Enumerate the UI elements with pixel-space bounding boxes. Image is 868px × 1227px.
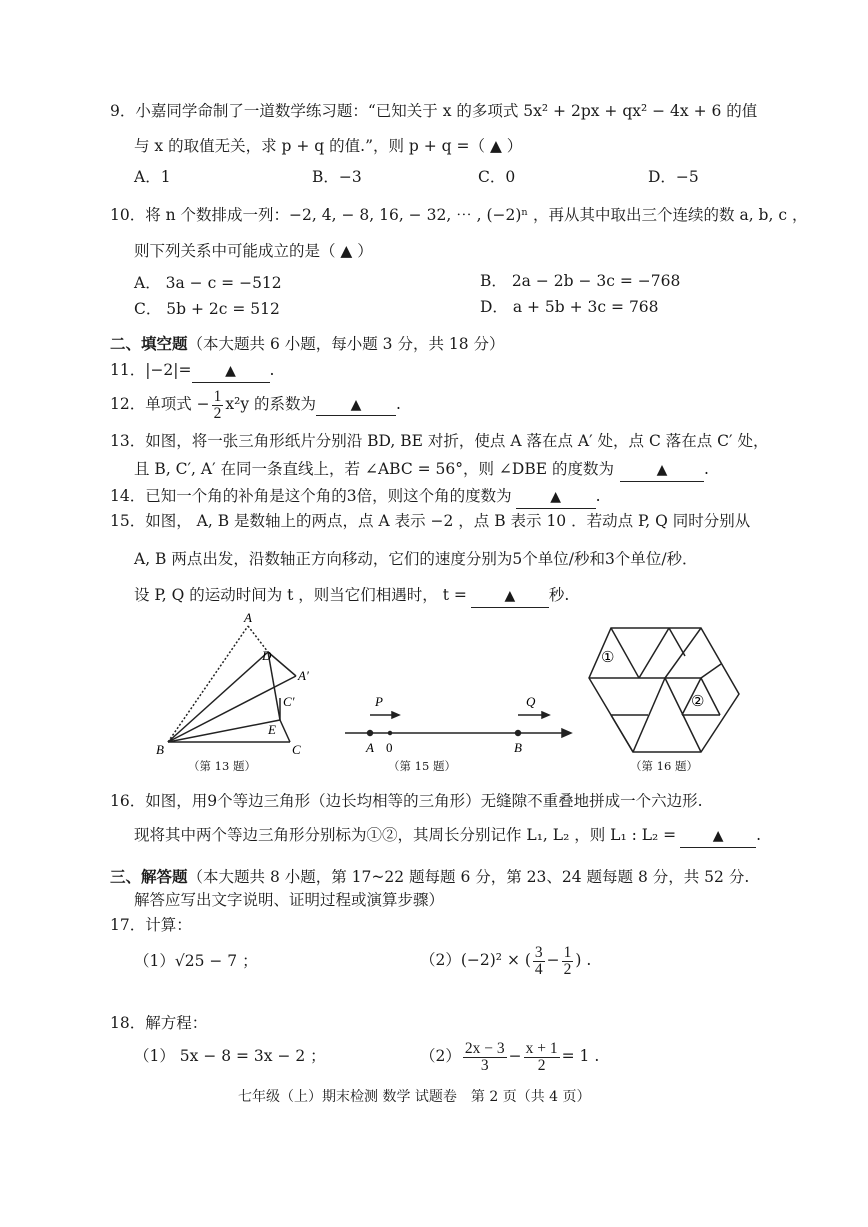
q17-part2-prefix: （2）(−2)² × ( [420, 951, 531, 969]
q16-line2-text: 现将其中两个等边三角形分别标为①②，其周长分别记作 L₁, L₂ ，则 L₁ : L₂ = [134, 826, 677, 844]
answer-triangle-icon: ▲ [550, 489, 561, 505]
fig16-label-2: ② [691, 694, 705, 710]
q14-answer-blank[interactable] [516, 485, 596, 509]
q9-line1: 9．小嘉同学命制了一道数学练习题：“已知关于 x 的多项式 5x² + 2px + qx² − 4x + 6 的值 [110, 102, 758, 120]
q9-option-c: C．0 [478, 168, 516, 186]
fig16-line-7 [701, 664, 721, 678]
fig13-label-e: E [268, 722, 276, 737]
q9-line2: 与 x 的取值无关，求 p + q 的值.”，则 p + q =（ ▲ ） [134, 137, 523, 155]
fig15-point-b [516, 731, 521, 736]
q18-title: 18．解方程： [110, 1014, 208, 1032]
q17-f2-num: 1 [563, 943, 572, 961]
q15-suffix: 秒. [548, 586, 570, 604]
q16-answer-blank[interactable] [680, 824, 756, 848]
fig13-edge-bd [168, 652, 268, 742]
q10-option-b: B． 2a − 2b − 3c = −768 [480, 272, 681, 290]
q9-option-d: D．−5 [648, 168, 699, 186]
q10-option-a: A． 3a − c = −512 [134, 274, 282, 292]
q18-f2-num: x + 1 [525, 1039, 558, 1057]
q15-line3-text: 设 P, Q 的运动时间为 t ，则当它们相遇时， t = [134, 586, 467, 604]
fig15-origin-tick [389, 732, 392, 735]
q11-suffix: . [269, 361, 275, 379]
q18-fraction-1 [463, 1041, 507, 1074]
q17-part2 [420, 940, 591, 980]
q18-f1-den: 3 [480, 1056, 489, 1074]
q9-option-a: A．1 [134, 168, 171, 186]
q18-f2-den: 2 [537, 1056, 546, 1074]
answer-triangle-icon: ▲ [712, 828, 724, 844]
q12-prefix: 12．单项式 − [110, 395, 210, 413]
q18-part1: （1） 5x − 8 = 3x − 2 ； [134, 1047, 326, 1065]
q13-answer-blank[interactable] [620, 458, 704, 482]
q13-suffix: . [703, 460, 709, 478]
fig15-p-arrowhead [392, 712, 399, 718]
fig13-edge-ba-prime [168, 676, 296, 742]
fig13-edge-be [168, 720, 280, 742]
q9-option-b: B．−3 [312, 168, 362, 186]
fig13-caption: （第 13 题） [188, 759, 256, 773]
fig13-label-c: C [292, 742, 301, 757]
q13-line2 [134, 458, 709, 482]
q18-fraction-2 [524, 1041, 560, 1074]
fig15-label-a: A [366, 740, 374, 755]
q11 [110, 359, 274, 383]
q10-line1: 10．将 n 个数排成一列：−2, 4, − 8, 16, − 32, ⋯ , (−2)ⁿ ，再从其中取出三个连续的数 a, b, c ， [110, 206, 808, 224]
fig16-hexagon-outline [589, 628, 739, 752]
answer-triangle-icon: ▲ [225, 363, 236, 379]
fig16-line-5 [665, 628, 701, 678]
fig16-line-14 [611, 715, 633, 752]
fig15-axis-arrowhead [562, 729, 571, 737]
q17-title: 17．计算： [110, 916, 192, 934]
fig16-line-2 [611, 628, 639, 678]
fig15-label-q: Q [526, 694, 536, 709]
q13-line1: 13．如图，将一张三角形纸片分别沿 BD, BE 对折，使点 A 落在点 A′ 处，点 C 落在点 C′ 处， [110, 432, 769, 450]
q10-option-c: C． 5b + 2c = 512 [134, 300, 280, 318]
figure-13-triangle-fold [140, 608, 320, 758]
q17-f1-den: 4 [534, 960, 543, 978]
q17-fraction-2 [562, 945, 574, 978]
q16-suffix: . [756, 826, 762, 844]
fig15-point-a [368, 731, 373, 736]
q17-f1-num: 3 [534, 943, 543, 961]
fig13-label-b: B [156, 742, 164, 757]
fig13-label-c-prime: C′ [283, 694, 295, 709]
fig13-edge-ec [280, 720, 290, 742]
q11-answer-blank[interactable] [192, 359, 270, 383]
q18-minus: − [508, 1047, 522, 1065]
fig16-label-1: ① [601, 650, 615, 666]
q14 [110, 485, 601, 509]
q17-part1: （1）√25 − 7 ； [134, 952, 258, 970]
q12-fraction [212, 389, 224, 422]
q16-line2 [134, 824, 761, 848]
q18-part2-suffix: = 1 . [561, 1047, 600, 1065]
q12-suffix: . [396, 395, 401, 413]
section2-heading [110, 333, 505, 355]
answer-triangle-icon: ▲ [504, 588, 516, 604]
q13-line2-text: 且 B, C′, A′ 在同一条直线上，若 ∠ABC = 56°，则 ∠DBE 的度数为 [134, 460, 614, 478]
q17-f2-den: 2 [563, 960, 572, 978]
answer-triangle-icon: ▲ [350, 397, 362, 413]
q17-minus: − [546, 951, 560, 969]
q10-line2: 则下列关系中可能成立的是（ ▲ ） [134, 242, 373, 260]
q18-part2-prefix: （2） [420, 1047, 461, 1065]
q15-line2: A, B 两点出发，沿数轴正方向移动，它们的速度分别为5个单位/秒和3个单位/秒． [134, 550, 698, 568]
fig16-caption: （第 16 题） [630, 759, 698, 773]
fig15-label-b: B [514, 740, 522, 755]
fig15-caption: （第 15 题） [388, 759, 456, 773]
fig15-label-p: P [375, 694, 383, 709]
q11-prefix: 11．|−2|= [110, 361, 192, 379]
fig13-edge-ba-dotted [168, 626, 248, 742]
q12-frac-den: 2 [213, 404, 222, 422]
figure-16-hexagon-triangles [585, 624, 745, 756]
q17-part2-suffix: ) . [575, 951, 592, 969]
q16-line1: 16．如图，用9个等边三角形（边长均相等的三角形）无缝隙不重叠地拼成一个六边形. [110, 792, 703, 810]
section2-desc: （本大题共 6 小题，每小题 3 分，共 18 分） [187, 335, 505, 353]
q18-part2 [420, 1036, 599, 1076]
q12-frac-num: 1 [213, 387, 222, 405]
q17-fraction-1 [533, 945, 545, 978]
section3-desc: （本大题共 8 小题，第 17~22 题每题 6 分，第 23、24 题每题 8 分，共 52 分. [187, 868, 750, 886]
page-footer: 七年级（上）期末检测 数学 试题卷 第 2 页（共 4 页） [238, 1089, 591, 1105]
q12 [110, 384, 401, 424]
q15-answer-blank[interactable] [471, 584, 549, 608]
fig13-label-a: A [244, 610, 252, 625]
fig15-q-arrowhead [542, 712, 549, 718]
fig13-label-a-prime: A′ [298, 668, 309, 683]
q14-text: 14．已知一个角的补角是这个角的3倍，则这个角的度数为 [110, 487, 512, 505]
fig16-line-3 [639, 628, 669, 678]
q10-option-d: D． a + 5b + 3c = 768 [480, 298, 659, 316]
figure-15-number-line [340, 680, 575, 760]
fig16-line-4 [669, 628, 685, 656]
q14-suffix: . [595, 487, 601, 505]
q18-f1-num: 2x − 3 [464, 1039, 505, 1057]
q12-answer-blank[interactable] [316, 394, 396, 416]
section3-heading [110, 866, 749, 888]
fig13-label-d: D [262, 648, 272, 663]
q15-line3 [134, 584, 569, 608]
q12-mid: x²y 的系数为 [225, 395, 317, 413]
section2-title: 二、填空题 [110, 334, 188, 353]
fig15-label-zero: 0 [386, 740, 393, 755]
q15-line1: 15．如图， A, B 是数轴上的两点，点 A 表示 −2 ，点 B 表示 10 ．若动点 P, Q 同时分别从 [110, 512, 751, 530]
section3-desc2: 解答应写出文字说明、证明过程或演算步骤） [134, 891, 445, 909]
answer-triangle-icon: ▲ [656, 462, 668, 478]
section3-title: 三、解答题 [110, 867, 188, 886]
